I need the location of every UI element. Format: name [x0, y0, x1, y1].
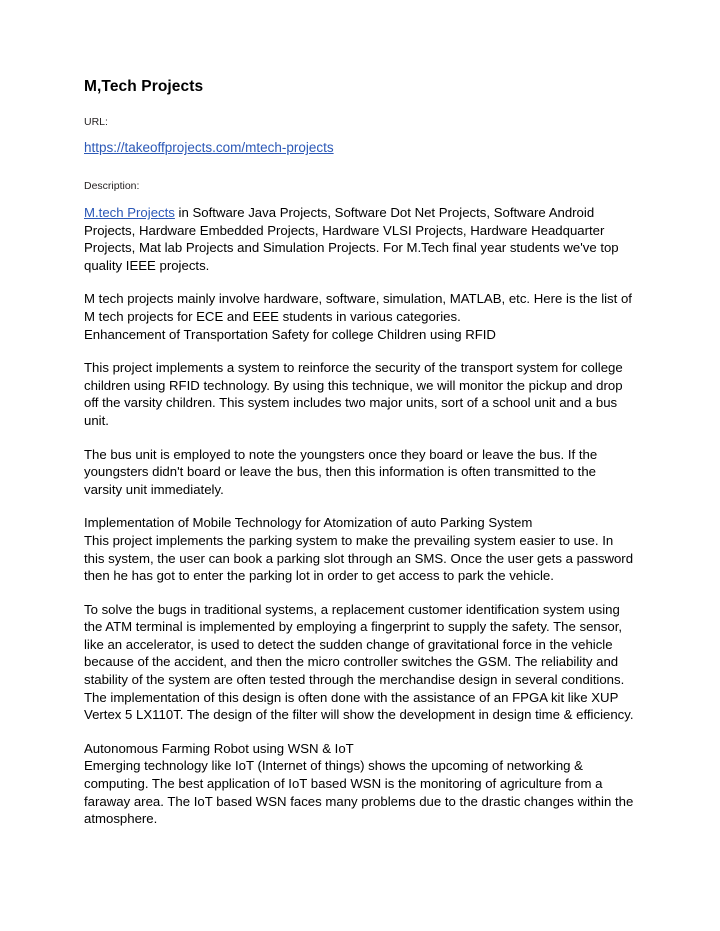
- page-title: M,Tech Projects: [84, 78, 204, 95]
- paragraph-parking: Implementation of Mobile Technology for Atomization of auto Parking System This project implements the parking system to make the prevailing system easier to use. In this system, the user can book a parking slot through an SMS. Once the user gets a password then he has got to enter the parking lot in order to get access to park the vehicle.: [84, 515, 634, 584]
- paragraph-bus-unit: The bus unit is employed to note the youngsters once they board or leave the bus. If the youngsters didn't board or leave the bus, then this information is often transmitted to the varsity unit immediately.: [84, 446, 598, 497]
- url-label: URL:: [84, 116, 108, 128]
- paragraph-overview: M tech projects mainly involve hardware, software, simulation, MATLAB, etc. Here is the list of M tech projects for ECE and EEE students in various categories. Enhancement of Transportation Safety for college Children using RFID: [84, 291, 632, 342]
- paragraph-rfid-detail: This project implements a system to reinforce the security of the transport system for college children using RFID technology. By using this technique, we will monitor the pickup and drop off the varsity children. This system includes two major units, sort of a school unit and a bus unit.: [84, 360, 623, 428]
- paragraph-farming: Autonomous Farming Robot using WSN & IoT Emerging technology like IoT (Internet of things) shows the upcoming of networking & computing. The best application of IoT based WSN is the monitoring of agriculture from a faraway area. The IoT based WSN faces many problems due to the drastic changes within the atmosphere.: [84, 740, 634, 827]
- mtech-projects-link[interactable]: M.tech Projects: [84, 205, 175, 220]
- description-label: Description:: [84, 180, 140, 192]
- paragraph-intro: [84, 204, 636, 274]
- project-url-link[interactable]: https://takeoffprojects.com/mtech-projects: [84, 140, 334, 155]
- url-line: [84, 139, 636, 157]
- paragraph-intro-text: in Software Java Projects, Software Dot Net Projects, Software Android Projects, Hardware Embedded Projects, Hardware VLSI Projects, Hardware Headquarter Projects, Mat lab Projects and Simulation Projects. For M.Tech final year students we've top quality IEEE projects.: [84, 205, 619, 273]
- paragraph-atm: To solve the bugs in traditional systems, a replacement customer identification system using the ATM terminal is implemented by employing a fingerprint to supply the safety. The sensor, like an accelerator, is used to detect the sudden change of gravitational force in the vehicle because of the accident, and then the micro controller switches the GSM. The reliability and stability of the system are often tested through the merchandise design in several conditions. The implementation of this design is often done with the assistance of an FPGA kit like XUP Vertex 5 LX110T. The design of the filter will show the development in design time & efficiency.: [84, 601, 634, 723]
